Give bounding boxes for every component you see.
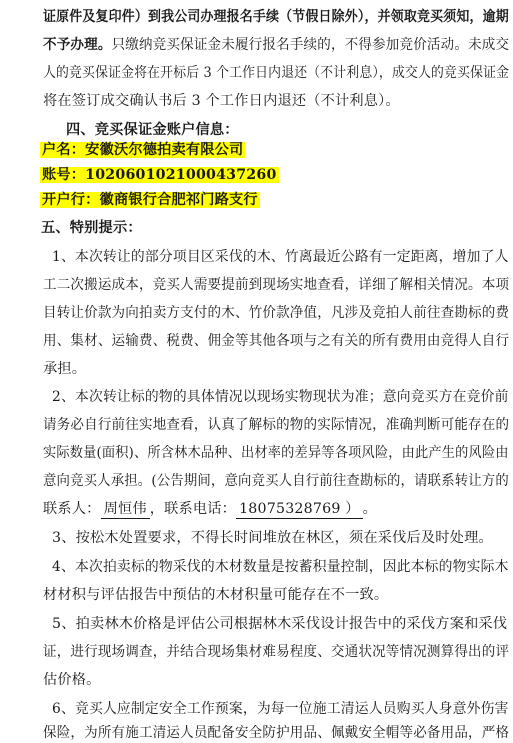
account-bank-line	[40, 190, 260, 210]
text-line: 目转让价款为向拍卖方支付的木、竹价款净值，凡涉及竞拍人前往查勘标的费	[43, 305, 510, 321]
text-span: 。	[362, 501, 378, 517]
text-line: 实际数量(面积)、所含林木品种、出材率的差异等各项风险，由此产生的风险由	[43, 445, 509, 461]
text-line: 证，进行现场调查，并结合现场集材难易程度、交通状况等情况测算得出的评	[43, 644, 510, 660]
highlighted-account-name: 户名：安徽沃尔德拍卖有限公司	[42, 142, 244, 158]
text-line: 2、本次转让标的物的具体情况以现场实物现状为准；意向竞买方在竞价前	[52, 389, 509, 405]
text-line: 证原件及复印件）到我公司办理报名手续（节假日除外），并领取竞买须知，逾期	[43, 9, 509, 25]
account-number-line	[40, 165, 279, 185]
contact-phone: 18075328769 ）	[236, 501, 363, 519]
text-line: 5、拍卖林木价格是评估公司根据林木采伐设计报告中的采伐方案和采伐	[52, 616, 508, 632]
account-name-line	[40, 140, 245, 160]
text-span: 只缴纳竞买保证金未履行报名手续的，不得参加竞价活动。未成交	[111, 37, 510, 53]
text-line: 4、本次拍卖标的物采伐的木材数量是按蓄积量控制，因此本标的物实际木	[52, 559, 509, 575]
contact-line	[43, 499, 377, 519]
highlighted-account-bank: 开户行：徽商银行合肥祁门路支行	[42, 192, 258, 208]
text-line: 请务必自行前往实地查看，认真了解标的物的实际情况，准确判断可能存在的	[43, 417, 510, 433]
section-heading: 四、竞买保证金账户信息：	[66, 122, 239, 138]
text-line: 意向竞买人承担。(公告期间，意向竞买人自行前往查勘标的，请联系转让方的	[43, 473, 509, 489]
text-line: 材材积与评估报告中预估的木材积量可能存在不一致。	[43, 587, 389, 603]
text-line: 人的竞买保证金将在开标后 3 个工作日内退还（不计利息），成交人的竞买保证金	[43, 65, 510, 81]
text-line: 保险，为所有施工清运人员配备安全防护用品、佩戴安全帽等必备用品，严格	[43, 725, 510, 741]
text-line: 估价格。	[43, 672, 101, 688]
text-line: 工二次搬运成本，竞买人需要提前到现场实地查看，详细了解相关情况。本项	[43, 277, 510, 293]
contact-name: 周恒伟	[101, 501, 150, 519]
text-line: 将在签订成交确认书后 3 个工作日内退还（不计利息）。	[43, 93, 400, 109]
bold-text: 不予办理。	[43, 37, 112, 53]
text-line: 6、竞买人应制定安全工作预案，为每一位施工清运人员购买人身意外伤害	[52, 701, 509, 717]
text-line	[43, 35, 509, 55]
phone-label: ，联系电话：	[149, 501, 237, 517]
text-line: 1、本次转让的部分项目区采伐的木、竹离最近公路有一定距离，增加了人	[52, 249, 509, 265]
text-line: 用、集材、运输费、税费、佣金等其他各项与之有关的所有费用由竞得人自行	[43, 333, 510, 349]
highlighted-account-number: 账号：1020601021000437260	[42, 167, 277, 183]
contact-label: 联系人：	[43, 501, 101, 517]
section-heading: 五、特别提示：	[41, 220, 142, 236]
text-line: 承担。	[43, 361, 87, 377]
text-line: 3、按松木处置要求，不得长时间堆放在林区，须在采伐后及时处理。	[52, 530, 493, 546]
